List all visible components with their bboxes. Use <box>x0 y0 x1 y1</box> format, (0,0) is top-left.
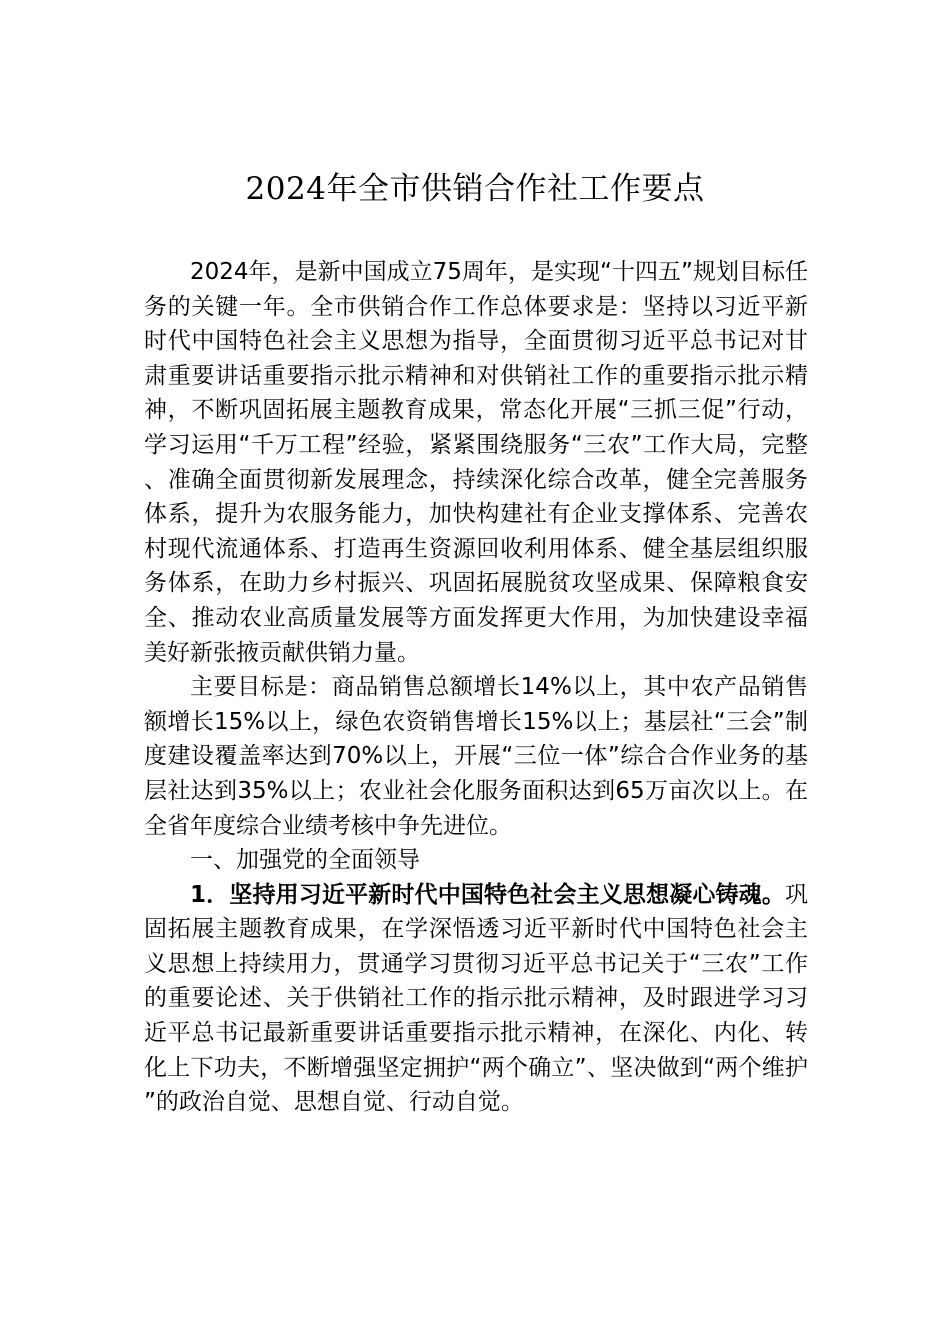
document-body <box>144 255 808 1120</box>
paragraph-overview: 2024年，是新中国成立75周年，是实现“十四五”规划目标任务的关键一年。全市供销合作工作总体要求是：坚持以习近平新时代中国特色社会主义思想为指导，全面贯彻习近平总书记对甘肃重要讲话重要指示批示精神和对供销社工作的重要指示批示精神，不断巩固拓展主题教育成果，常态化开展“三抓三促”行动，学习运用“千万工程”经验，紧紧围绕服务“三农”工作大局，完整、准确全面贯彻新发展理念，持续深化综合改革，健全完善服务体系，提升为农服务能力，加快构建社有企业支撑体系、完善农村现代流通体系、打造再生资源回收利用体系、健全基层组织服务体系，在助力乡村振兴、巩固拓展脱贫攻坚成果、保障粮食安全、推动农业高质量发展等方面发挥更大作用，为加快建设幸福美好新张掖贡献供销力量。 <box>144 259 808 666</box>
document-title: 2024年全市供销合作社工作要点 <box>245 171 705 207</box>
paragraph-main-targets: 主要目标是：商品销售总额增长14%以上，其中农产品销售额增长15%以上，绿色农资销售增长15%以上；基层社“三会”制度建设覆盖率达到70%以上，开展“三位一体”综合合作业务的基层社达到35%以上；农业社会化服务面积达到65万亩次以上。在全省年度综合业绩考核中争先进位。 <box>144 674 808 839</box>
paragraph-item-1 <box>144 878 808 1120</box>
item-1-bold-lead: 1．坚持用习近平新时代中国特色社会主义思想凝心铸魂。 <box>190 881 785 908</box>
item-1-text: 巩固拓展主题教育成果，在学深悟透习近平新时代中国特色社会主义思想上持续用力，贯通学习贯彻习近平总书记关于“三农”工作的重要论述、关于供销社工作的指示批示精神，及时跟进学习习近平总书记最新重要讲话重要指示批示精神，在深化、内化、转化上下功夫，不断增强坚定拥护“两个确立”、坚决做到“两个维护”的政治自觉、思想自觉、行动自觉。 <box>144 881 808 1116</box>
section-heading-party-leadership: 一、加强党的全面领导 <box>190 847 420 874</box>
